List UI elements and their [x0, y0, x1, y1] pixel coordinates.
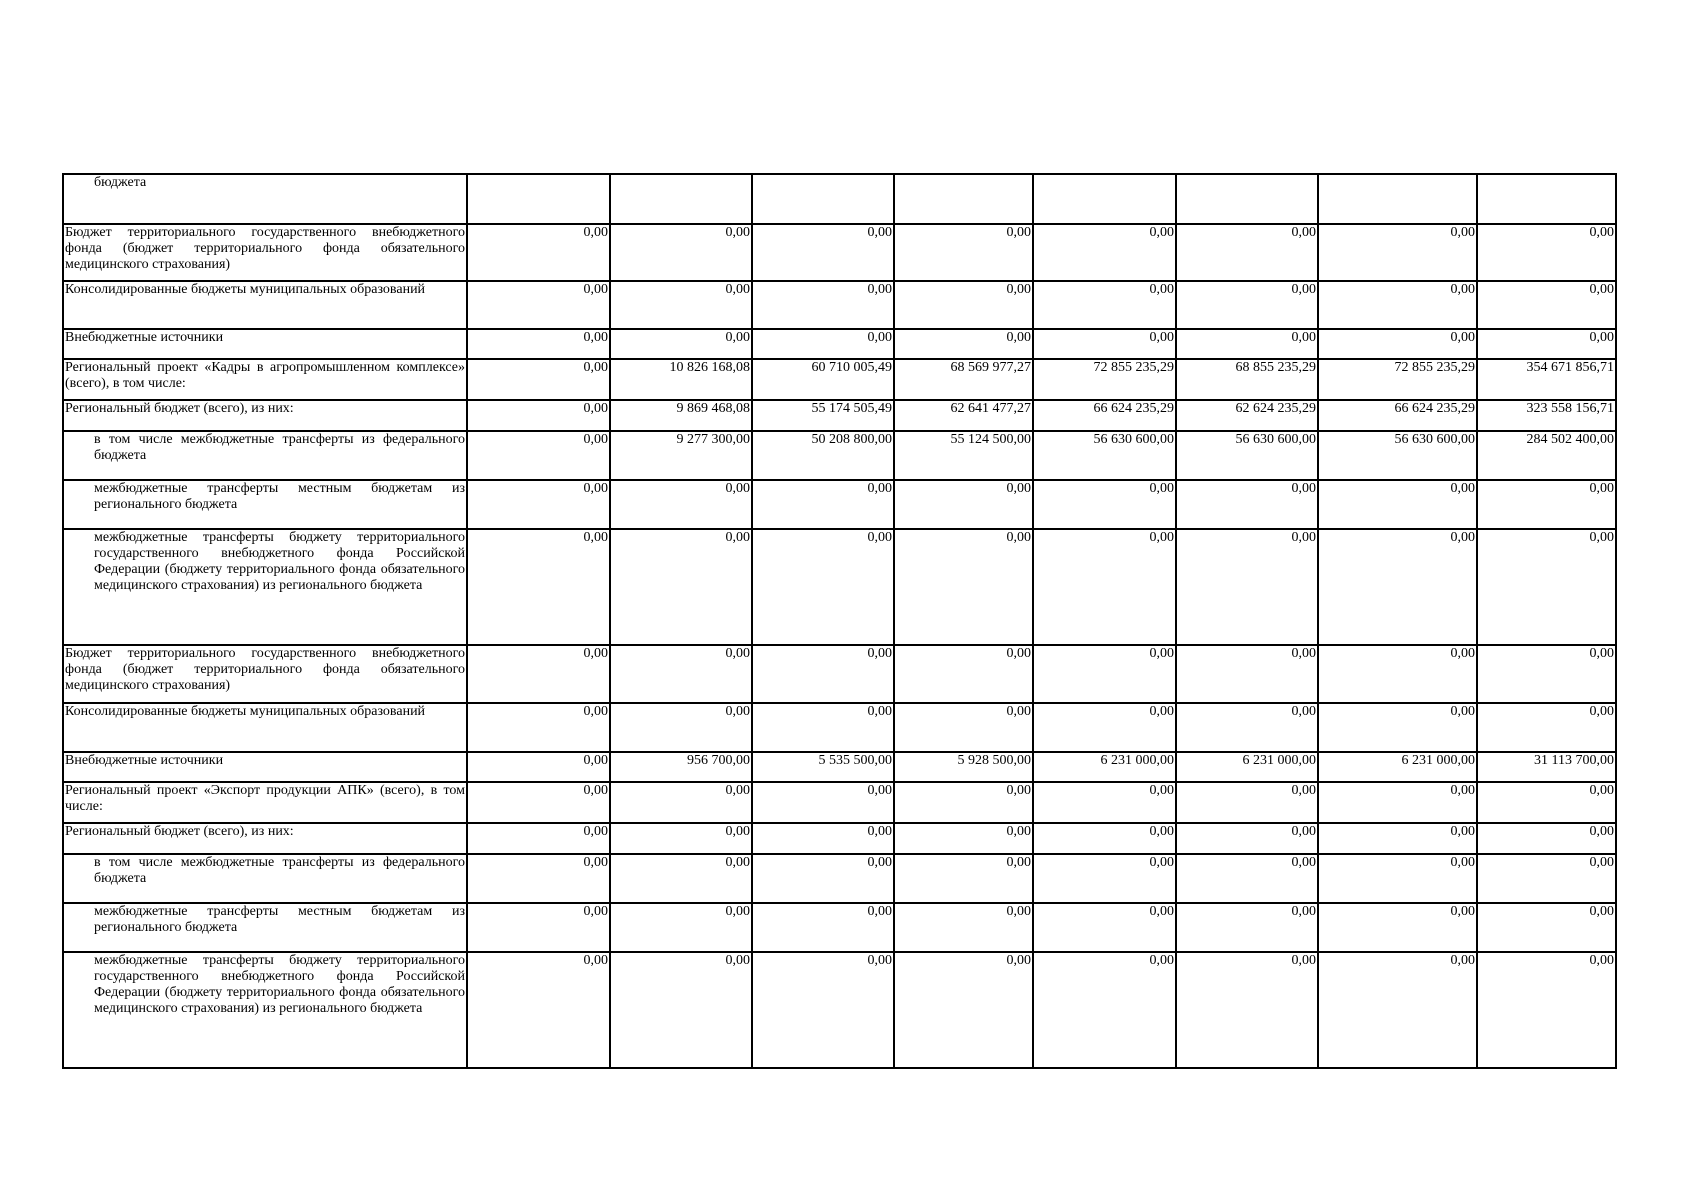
value-cell: 0,00: [1318, 823, 1477, 854]
value-cell: 0,00: [894, 645, 1033, 703]
value-cell: 66 624 235,29: [1033, 400, 1176, 431]
value-cell: [1176, 174, 1318, 224]
value-cell: 0,00: [467, 400, 610, 431]
value-cell: 62 641 477,27: [894, 400, 1033, 431]
value-cell: 0,00: [1477, 823, 1616, 854]
value-cell: 0,00: [1318, 952, 1477, 1068]
table-row: [63, 703, 1616, 752]
value-cell: 0,00: [610, 782, 752, 823]
value-cell: 0,00: [467, 703, 610, 752]
value-cell: 0,00: [1477, 952, 1616, 1068]
value-cell: 323 558 156,71: [1477, 400, 1616, 431]
value-cell: 0,00: [1176, 903, 1318, 952]
value-cell: 0,00: [610, 224, 752, 281]
row-label: Консолидированные бюджеты муниципальных образований: [63, 281, 467, 329]
value-cell: 0,00: [1477, 329, 1616, 359]
value-cell: 0,00: [894, 480, 1033, 529]
value-cell: 0,00: [752, 224, 894, 281]
value-cell: 0,00: [1176, 703, 1318, 752]
row-label: Бюджет территориального государственного внебюджетного фонда (бюджет территориального фонда обязательного медицинского страхования): [63, 645, 467, 703]
value-cell: 6 231 000,00: [1033, 752, 1176, 782]
value-cell: 0,00: [1477, 529, 1616, 645]
row-label: в том числе межбюджетные трансферты из федерального бюджета: [63, 854, 467, 903]
value-cell: 0,00: [1318, 782, 1477, 823]
value-cell: 956 700,00: [610, 752, 752, 782]
value-cell: 0,00: [1033, 952, 1176, 1068]
value-cell: 0,00: [1318, 480, 1477, 529]
value-cell: 68 569 977,27: [894, 359, 1033, 400]
table-row: [63, 903, 1616, 952]
value-cell: 0,00: [1318, 529, 1477, 645]
value-cell: 0,00: [1176, 224, 1318, 281]
value-cell: 0,00: [467, 823, 610, 854]
value-cell: [894, 174, 1033, 224]
value-cell: 0,00: [1176, 823, 1318, 854]
row-label: Региональный бюджет (всего), из них:: [63, 823, 467, 854]
row-label: Региональный проект «Кадры в агропромышленном комплексе» (всего), в том числе:: [63, 359, 467, 400]
value-cell: 9 869 468,08: [610, 400, 752, 431]
value-cell: 55 124 500,00: [894, 431, 1033, 480]
value-cell: 0,00: [1176, 529, 1318, 645]
value-cell: 0,00: [752, 645, 894, 703]
value-cell: 0,00: [467, 359, 610, 400]
table-row: [63, 480, 1616, 529]
value-cell: 0,00: [467, 903, 610, 952]
value-cell: 0,00: [610, 480, 752, 529]
value-cell: 0,00: [1318, 281, 1477, 329]
value-cell: 0,00: [1477, 703, 1616, 752]
value-cell: 5 535 500,00: [752, 752, 894, 782]
value-cell: 0,00: [610, 281, 752, 329]
value-cell: 56 630 600,00: [1176, 431, 1318, 480]
value-cell: 10 826 168,08: [610, 359, 752, 400]
value-cell: 0,00: [1477, 281, 1616, 329]
value-cell: 0,00: [894, 329, 1033, 359]
value-cell: 0,00: [1318, 903, 1477, 952]
value-cell: 354 671 856,71: [1477, 359, 1616, 400]
value-cell: 0,00: [1033, 903, 1176, 952]
row-label: Бюджет территориального государственного внебюджетного фонда (бюджет территориального фонда обязательного медицинского страхования): [63, 224, 467, 281]
value-cell: 0,00: [467, 329, 610, 359]
value-cell: 0,00: [1033, 823, 1176, 854]
value-cell: 0,00: [610, 854, 752, 903]
value-cell: 0,00: [1477, 782, 1616, 823]
value-cell: 0,00: [467, 529, 610, 645]
value-cell: 0,00: [1477, 903, 1616, 952]
value-cell: 0,00: [1477, 854, 1616, 903]
value-cell: 72 855 235,29: [1318, 359, 1477, 400]
value-cell: 0,00: [467, 281, 610, 329]
value-cell: 0,00: [610, 823, 752, 854]
budget-table-sheet: [62, 173, 1615, 1069]
value-cell: 0,00: [752, 854, 894, 903]
value-cell: 0,00: [1176, 480, 1318, 529]
value-cell: 0,00: [610, 952, 752, 1068]
value-cell: [1318, 174, 1477, 224]
value-cell: 0,00: [894, 224, 1033, 281]
table-row: [63, 400, 1616, 431]
value-cell: 0,00: [1176, 854, 1318, 903]
value-cell: 0,00: [1033, 329, 1176, 359]
value-cell: 60 710 005,49: [752, 359, 894, 400]
table-row: [63, 174, 1616, 224]
value-cell: 0,00: [1033, 854, 1176, 903]
value-cell: 0,00: [752, 903, 894, 952]
table-row: [63, 645, 1616, 703]
value-cell: 0,00: [467, 224, 610, 281]
value-cell: 31 113 700,00: [1477, 752, 1616, 782]
table-row: [63, 782, 1616, 823]
value-cell: 0,00: [1477, 645, 1616, 703]
budget-table: [62, 173, 1617, 1069]
value-cell: 72 855 235,29: [1033, 359, 1176, 400]
table-row: [63, 224, 1616, 281]
value-cell: 0,00: [894, 903, 1033, 952]
value-cell: [1477, 174, 1616, 224]
value-cell: 6 231 000,00: [1176, 752, 1318, 782]
value-cell: 0,00: [752, 529, 894, 645]
value-cell: 55 174 505,49: [752, 400, 894, 431]
value-cell: 0,00: [1477, 224, 1616, 281]
table-row: [63, 529, 1616, 645]
value-cell: 0,00: [467, 854, 610, 903]
table-row: [63, 854, 1616, 903]
value-cell: [752, 174, 894, 224]
value-cell: 0,00: [752, 480, 894, 529]
row-label: межбюджетные трансферты местным бюджетам из регионального бюджета: [63, 903, 467, 952]
row-label: межбюджетные трансферты местным бюджетам из регионального бюджета: [63, 480, 467, 529]
value-cell: 0,00: [752, 952, 894, 1068]
row-label: Региональный проект «Экспорт продукции АПК» (всего), в том числе:: [63, 782, 467, 823]
value-cell: 0,00: [1033, 645, 1176, 703]
value-cell: 0,00: [1318, 703, 1477, 752]
value-cell: 50 208 800,00: [752, 431, 894, 480]
value-cell: 0,00: [467, 782, 610, 823]
value-cell: 0,00: [1477, 480, 1616, 529]
value-cell: 0,00: [1318, 224, 1477, 281]
value-cell: 0,00: [1176, 952, 1318, 1068]
value-cell: [1033, 174, 1176, 224]
row-label: межбюджетные трансферты бюджету территориального государственного внебюджетного фонда Российской Федерации (бюджету территориального фонда обязательного медицинского страхования) из регионального бюджета: [63, 952, 467, 1068]
row-label: Внебюджетные источники: [63, 752, 467, 782]
value-cell: 0,00: [467, 952, 610, 1068]
value-cell: 0,00: [1033, 782, 1176, 823]
row-label: бюджета: [63, 174, 467, 224]
value-cell: 0,00: [1318, 329, 1477, 359]
value-cell: 9 277 300,00: [610, 431, 752, 480]
value-cell: 0,00: [467, 645, 610, 703]
value-cell: 56 630 600,00: [1033, 431, 1176, 480]
value-cell: 0,00: [894, 703, 1033, 752]
value-cell: 5 928 500,00: [894, 752, 1033, 782]
value-cell: 0,00: [1033, 281, 1176, 329]
value-cell: 0,00: [610, 329, 752, 359]
value-cell: 0,00: [894, 782, 1033, 823]
row-label: Региональный бюджет (всего), из них:: [63, 400, 467, 431]
value-cell: 0,00: [610, 529, 752, 645]
value-cell: 0,00: [894, 952, 1033, 1068]
value-cell: 0,00: [610, 703, 752, 752]
value-cell: 0,00: [752, 703, 894, 752]
value-cell: [467, 174, 610, 224]
budget-table-body: [63, 174, 1616, 1068]
value-cell: 56 630 600,00: [1318, 431, 1477, 480]
row-label: межбюджетные трансферты бюджету территориального государственного внебюджетного фонда Российской Федерации (бюджету территориального фонда обязательного медицинского страхования) из регионального бюджета: [63, 529, 467, 645]
value-cell: 62 624 235,29: [1176, 400, 1318, 431]
value-cell: 0,00: [1033, 480, 1176, 529]
value-cell: 0,00: [894, 529, 1033, 645]
value-cell: 6 231 000,00: [1318, 752, 1477, 782]
value-cell: 0,00: [894, 854, 1033, 903]
table-row: [63, 329, 1616, 359]
value-cell: 0,00: [894, 281, 1033, 329]
value-cell: 0,00: [752, 823, 894, 854]
value-cell: 66 624 235,29: [1318, 400, 1477, 431]
table-row: [63, 359, 1616, 400]
value-cell: 0,00: [1176, 329, 1318, 359]
value-cell: 0,00: [1176, 645, 1318, 703]
value-cell: 0,00: [610, 645, 752, 703]
value-cell: 284 502 400,00: [1477, 431, 1616, 480]
value-cell: [610, 174, 752, 224]
value-cell: 0,00: [1033, 224, 1176, 281]
value-cell: 0,00: [1033, 703, 1176, 752]
table-row: [63, 752, 1616, 782]
row-label: в том числе межбюджетные трансферты из федерального бюджета: [63, 431, 467, 480]
value-cell: 0,00: [752, 782, 894, 823]
value-cell: 0,00: [1318, 645, 1477, 703]
row-label: Внебюджетные источники: [63, 329, 467, 359]
value-cell: 0,00: [467, 480, 610, 529]
value-cell: 0,00: [1176, 782, 1318, 823]
value-cell: 0,00: [610, 903, 752, 952]
value-cell: 0,00: [467, 431, 610, 480]
value-cell: 68 855 235,29: [1176, 359, 1318, 400]
table-row: [63, 431, 1616, 480]
value-cell: 0,00: [752, 281, 894, 329]
table-row: [63, 952, 1616, 1068]
value-cell: 0,00: [1176, 281, 1318, 329]
value-cell: 0,00: [467, 752, 610, 782]
table-row: [63, 281, 1616, 329]
table-row: [63, 823, 1616, 854]
value-cell: 0,00: [752, 329, 894, 359]
value-cell: 0,00: [894, 823, 1033, 854]
row-label: Консолидированные бюджеты муниципальных образований: [63, 703, 467, 752]
value-cell: 0,00: [1033, 529, 1176, 645]
value-cell: 0,00: [1318, 854, 1477, 903]
